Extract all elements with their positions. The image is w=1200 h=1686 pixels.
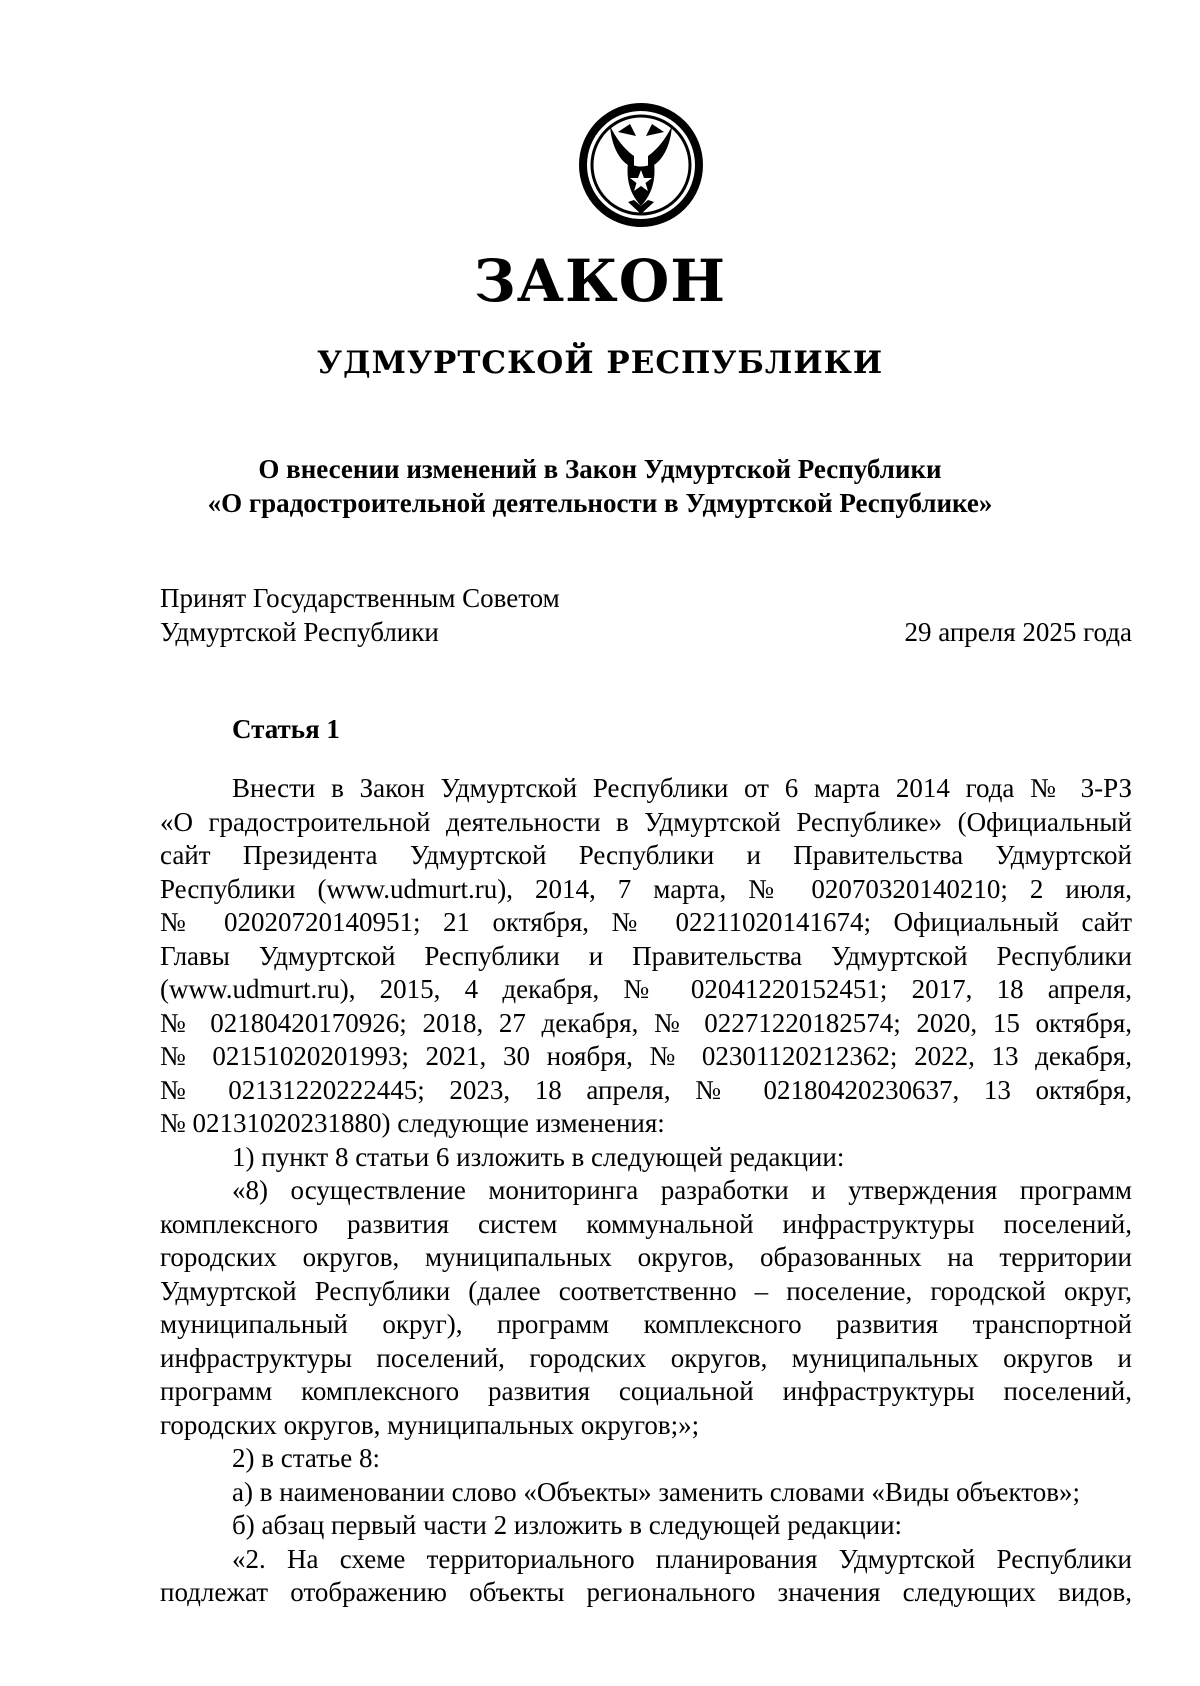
body-line: подлежат отображению объекты регионального значения следующих видов, bbox=[160, 1577, 1132, 1607]
body-line: 1) пункт 8 статьи 6 изложить в следующей редакции: bbox=[232, 1141, 845, 1172]
body-line: № 02020720140951; 21 октября, № 02211020141674; Официальный сайт bbox=[160, 907, 1132, 937]
body-line: Удмуртской Республики (далее соответственно – поселение, городской округ, bbox=[160, 1275, 1132, 1306]
body-line: б) абзац первый части 2 изложить в следующей редакции: bbox=[232, 1510, 903, 1540]
heading-line: О внесении изменений в Закон Удмуртской Республики bbox=[258, 454, 942, 484]
article-body bbox=[160, 772, 1132, 1610]
article-title: Статья 1 bbox=[232, 714, 340, 744]
body-line: а) в наименовании слово «Объекты» заменить словами «Виды объектов»; bbox=[232, 1476, 1080, 1507]
body-line: «8) осуществление мониторинга разработки и утверждения программ bbox=[232, 1175, 1132, 1205]
body-line: № 02131020231880) следующие изменения: bbox=[160, 1108, 665, 1138]
body-line: «2. На схеме территориального планирования Удмуртской Республики bbox=[232, 1543, 1132, 1574]
body-line: № 02180420170926; 2018, 27 декабря, № 02271220182574; 2020, 15 октября, bbox=[160, 1007, 1132, 1038]
body-line: сайт Президента Удмуртской Республики и Правительства Удмуртской bbox=[160, 840, 1132, 870]
body-line: Республики (www.udmurt.ru), 2014, 7 марта, № 02070320140210; 2 июля, bbox=[160, 873, 1132, 904]
body-line: инфраструктуры поселений, городских округов, муниципальных округов и bbox=[160, 1342, 1132, 1373]
adopted-line: Удмуртской Республики bbox=[160, 617, 439, 647]
heading-line: «О градостроительной деятельности в Удмуртской Республике» bbox=[207, 488, 993, 518]
document-subtitle: УДМУРТСКОЙ РЕСПУБЛИКИ bbox=[316, 345, 884, 381]
body-line: Внести в Закон Удмуртской Республики от 6 марта 2014 года № 3-РЗ bbox=[232, 773, 1132, 803]
body-line: городских округов, муниципальных округов, образованных на территории bbox=[160, 1242, 1132, 1272]
coat-of-arms-icon bbox=[578, 102, 704, 228]
body-line: 2) в статье 8: bbox=[232, 1443, 380, 1473]
body-line: «О градостроительной деятельности в Удмуртской Республике» (Официальный bbox=[160, 806, 1132, 837]
adoption-date: 29 апреля 2025 года bbox=[904, 617, 1132, 647]
body-line: комплексного развития систем коммунальной инфраструктуры поселений, bbox=[160, 1208, 1132, 1239]
document-title: ЗАКОН bbox=[473, 247, 727, 315]
adopted-line: Принят Государственным Советом bbox=[160, 583, 560, 613]
law-heading bbox=[0, 452, 1200, 520]
body-line: № 02151020201993; 2021, 30 ноября, № 02301120212362; 2022, 13 декабря, bbox=[160, 1041, 1132, 1071]
adopted-by bbox=[160, 581, 560, 649]
body-line: программ комплексного развития социальной инфраструктуры поселений, bbox=[160, 1376, 1132, 1406]
body-line: муниципальный округ), программ комплексного развития транспортной bbox=[160, 1309, 1132, 1339]
body-line: (www.udmurt.ru), 2015, 4 декабря, № 02041220152451; 2017, 18 апреля, bbox=[160, 974, 1132, 1004]
body-line: Главы Удмуртской Республики и Правительства Удмуртской Республики bbox=[160, 940, 1132, 971]
body-line: № 02131220222445; 2023, 18 апреля, № 02180420230637, 13 октября, bbox=[160, 1074, 1132, 1105]
body-line: городских округов, муниципальных округов;»; bbox=[160, 1409, 700, 1440]
